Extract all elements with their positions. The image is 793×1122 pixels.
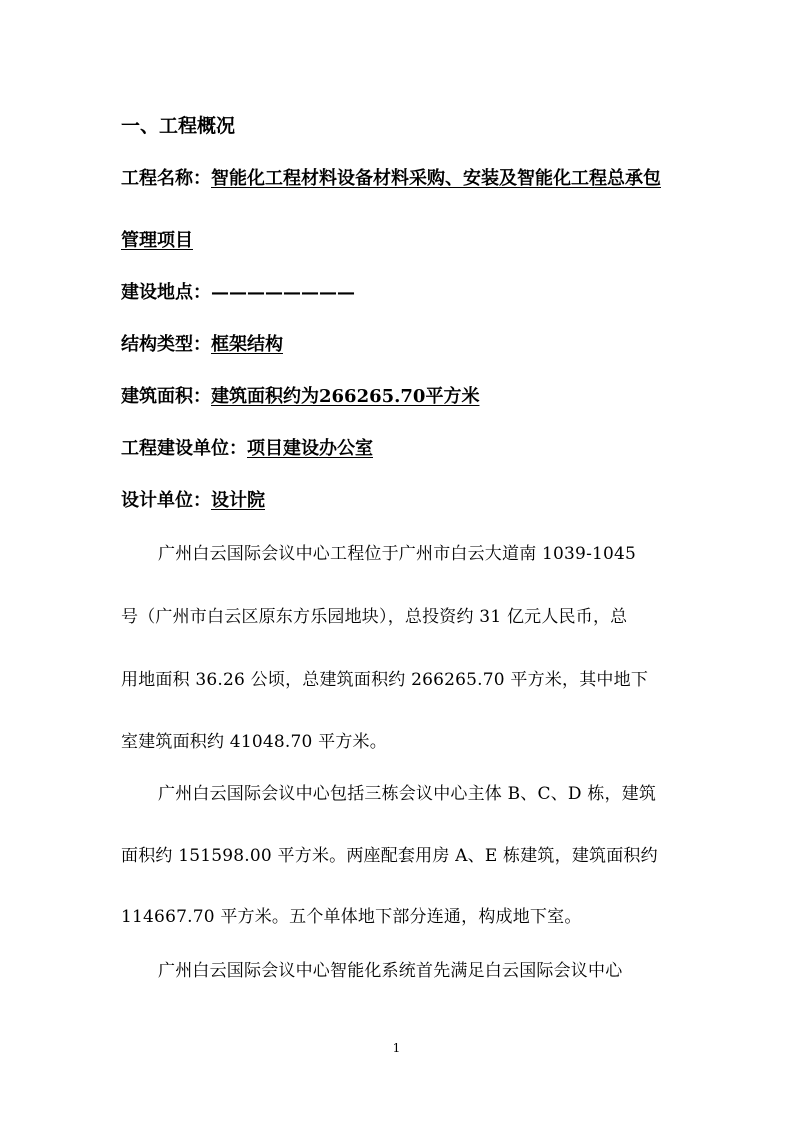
structure-row — [121, 334, 283, 356]
paragraph-1-line-2: 号（广州市白云区原东方乐园地块），总投资约 31 亿元人民币，总 — [121, 607, 628, 627]
paragraph-1-line-3: 用地面积 36.26 公顷，总建筑面积约 266265.70 平方米，其中地下 — [121, 670, 649, 690]
location-label: 建设地点： — [121, 282, 211, 303]
designer-label: 设计单位： — [121, 490, 211, 511]
location-row — [121, 282, 355, 304]
paragraph-1-line-4: 室建筑面积约 41048.70 平方米。 — [121, 732, 387, 752]
structure-label: 结构类型： — [121, 334, 211, 355]
page-number: 1 — [392, 1041, 401, 1055]
builder-row — [121, 438, 373, 460]
structure-value: 框架结构 — [211, 334, 283, 355]
designer-row — [121, 490, 265, 512]
location-value: ———————— — [211, 282, 355, 303]
project-name-label: 工程名称： — [121, 168, 211, 189]
section-heading: 一、工程概况 — [121, 115, 236, 137]
project-name-value: 智能化工程材料设备材料采购、安装及智能化工程总承包 — [211, 168, 661, 189]
project-name-row — [121, 168, 661, 190]
area-value: 建筑面积约为266265.70平方米 — [211, 386, 480, 407]
paragraph-2-line-3: 114667.70 平方米。五个单体地下部分连通，构成地下室。 — [121, 907, 582, 927]
paragraph-2-line-2: 面积约 151598.00 平方米。两座配套用房 A、E 栋建筑，建筑面积约 — [121, 846, 658, 866]
paragraph-2-line-1: 广州白云国际会议中心包括三栋会议中心主体 B、C、D 栋，建筑 — [158, 784, 657, 804]
builder-value: 项目建设办公室 — [247, 438, 373, 459]
designer-value: 设计院 — [211, 490, 265, 511]
area-label: 建筑面积： — [121, 386, 211, 407]
project-name-value-continued: 管理项目 — [121, 230, 193, 251]
area-row — [121, 386, 479, 408]
paragraph-3-line-1: 广州白云国际会议中心智能化系统首先满足白云国际会议中心 — [158, 961, 623, 981]
builder-label: 工程建设单位： — [121, 438, 247, 459]
paragraph-1-line-1: 广州白云国际会议中心工程位于广州市白云大道南 1039-1045 — [158, 544, 637, 564]
